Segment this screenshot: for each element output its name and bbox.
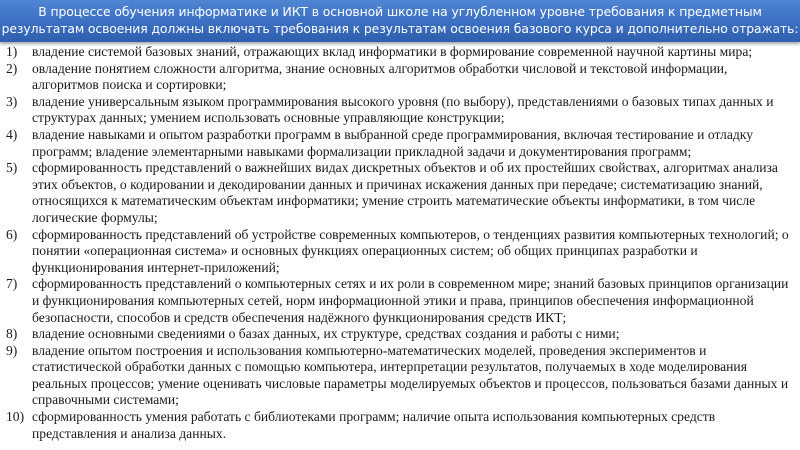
list-item (6, 227, 796, 277)
item-text: сформированность представлений о компьютерных сетях и их роли в современном мире; знаний базовых принципов организации и функционирования компьютерных сетей, норм информационной этики и права, принципов обеспечения информационной безопасности, способов и средств обеспечения надёжного функционирования средств ИКТ; (32, 276, 789, 325)
item-number: 4) (6, 126, 18, 142)
item-text: овладение понятием сложности алгоритма, знание основных алгоритмов обработки числовой и текстовой информации, алгоритмов поиска и сортировки; (32, 60, 728, 93)
item-number: 3) (6, 93, 18, 109)
item-text: владение системой базовых знаний, отражающих вклад информатики в формирование современной научной картины мира; (32, 44, 753, 59)
item-number: 10) (6, 409, 25, 425)
list-item (6, 326, 796, 343)
list-item (6, 409, 796, 442)
item-text: сформированность представлений об устройстве современных компьютеров, о тенденциях развития компьютерных технологий; о понятии «операционная система» и основных функциях операционных систем; об общих принципах разработки и функционирования интернет-приложений; (32, 226, 789, 275)
list-item (6, 61, 796, 94)
title-line-1: В процессе обучения информатике и ИКТ в основной школе на углубленном уровне требования к предметным (38, 4, 762, 19)
requirements-list (6, 44, 796, 442)
slide-title (0, 0, 800, 42)
item-number: 8) (6, 326, 18, 342)
list-item (6, 343, 796, 409)
list-item (6, 94, 796, 127)
item-number: 1) (6, 44, 18, 59)
item-number: 5) (6, 160, 18, 176)
list-item (6, 44, 796, 61)
item-text: владение основными сведениями о базах данных, их структуре, средствах создания и работы с ними; (32, 326, 620, 342)
list-item (6, 160, 796, 226)
item-text: владение универсальным языком программирования высокого уровня (по выбору), представлениями о базовых типах данных и структурах данных; умением использовать основные управляющие конструкции; (32, 93, 774, 126)
item-text: владение опытом построения и использования компьютерно-математических моделей, проведения экспериментов и статистической обработки данных с помощью компьютера, интерпретации результатов, получаемых в ходе моделирования реальных процессов; умение оценивать числовые параметры моделируемых объектов и процессов, пользоваться базами данных и справочными системами; (32, 342, 789, 408)
item-number: 7) (6, 276, 18, 292)
list-item (6, 127, 796, 160)
list-item (6, 276, 796, 326)
item-number: 9) (6, 342, 18, 358)
item-text: владение навыками и опытом разработки программ в выбранной среде программирования, включая тестирование и отладку программ; владение элементарными навыками формализации прикладной задачи и документирования программ; (32, 126, 753, 159)
title-line-2: результатам освоения должны включать требования к результатам освоения базового курса и дополнительно отражать: (1, 21, 799, 36)
item-text: сформированность представлений о важнейших видах дискретных объектов и об их простейших свойствах, алгоритмах анализа этих объектов, о кодировании и декодировании данных и причинах искажения данных при передаче; систематизацию знаний, относящихся к математическим объектам информатики; умение строить математические объекты информатики, в том числе логические формулы; (32, 160, 778, 225)
item-text: сформированность умения работать с библиотеками программ; наличие опыта использования компьютерных средств представления и анализа данных. (32, 409, 716, 441)
item-number: 2) (6, 60, 18, 76)
item-number: 6) (6, 226, 18, 242)
